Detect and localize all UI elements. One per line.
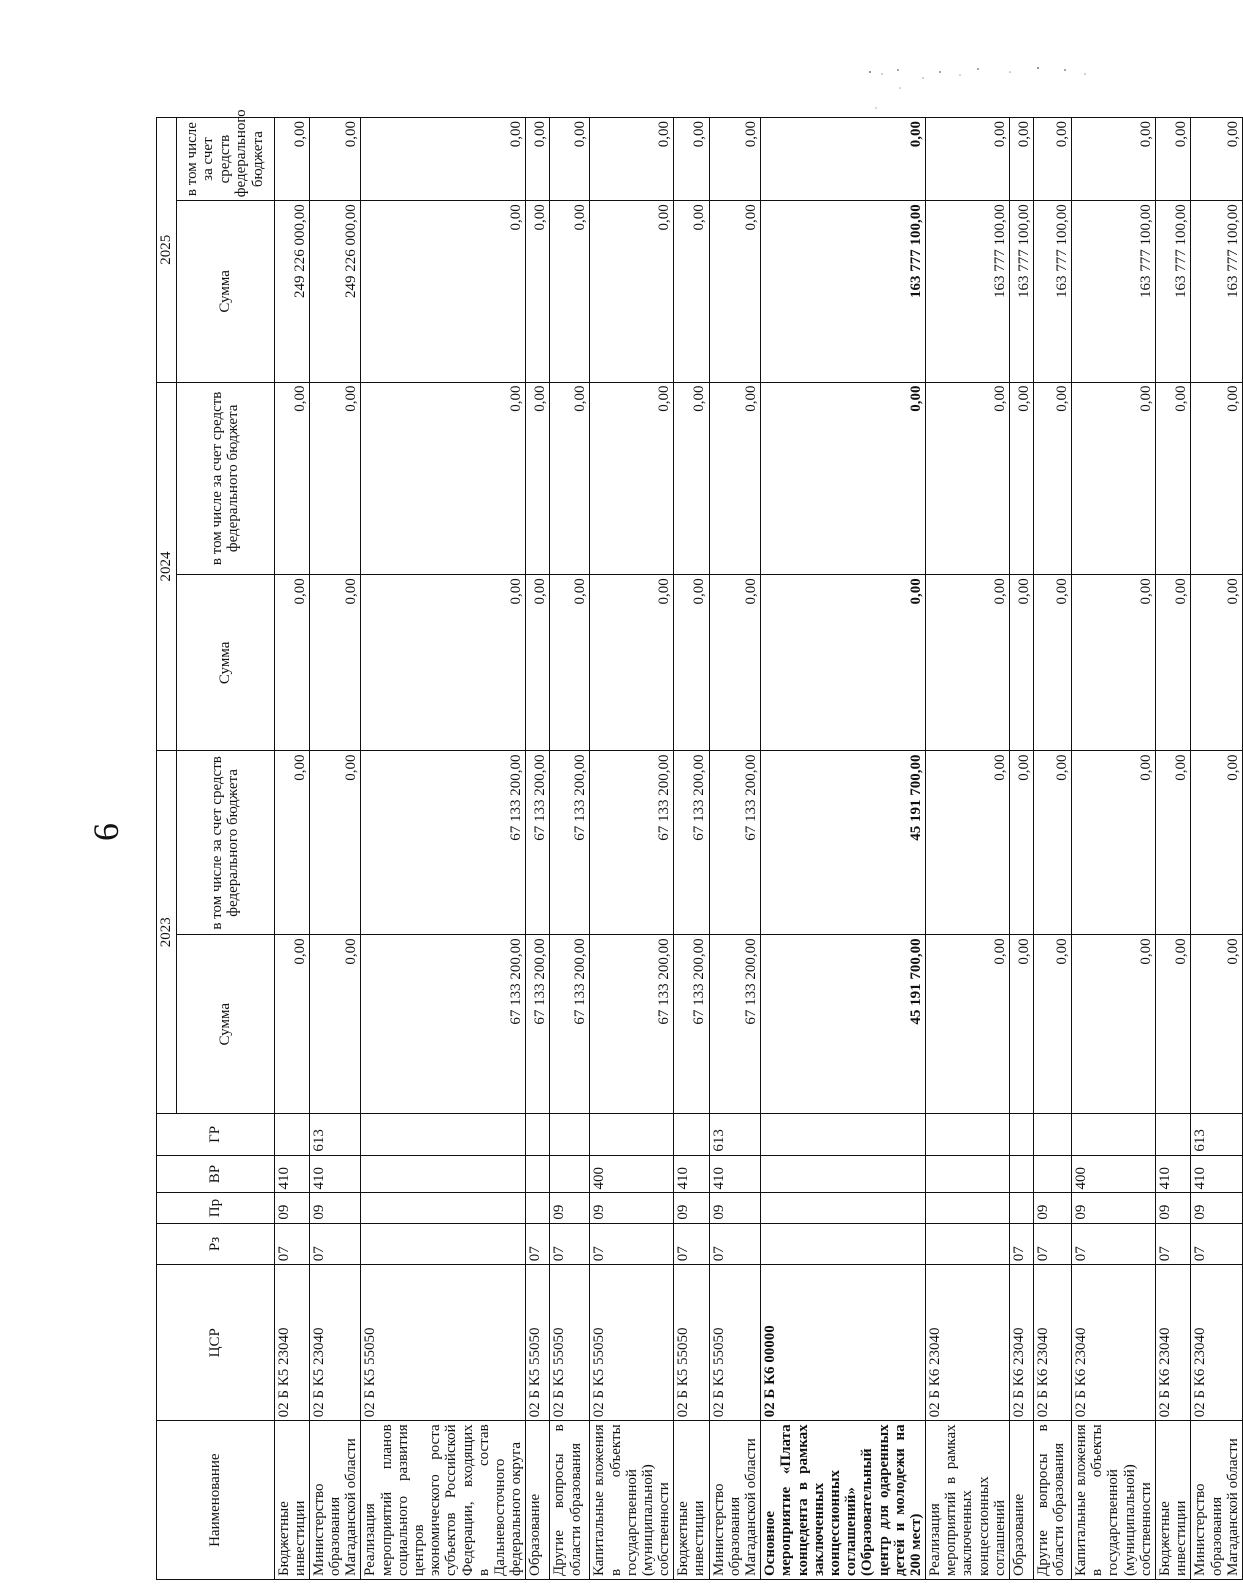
row-csr: 02 Б К5 55050 [674, 1265, 709, 1421]
row-csr: 02 Б К5 23040 [309, 1265, 361, 1421]
row-fed-2023: 67 133 200,00 [550, 751, 590, 935]
row-fed-2025: 0,00 [709, 118, 761, 201]
table-row [709, 118, 761, 1580]
row-sum-2024: 0,00 [1155, 575, 1190, 751]
row-fed-2024: 0,00 [674, 382, 709, 575]
row-pr: 09 [590, 1193, 674, 1223]
header-year-2023: 2023 [157, 751, 177, 1114]
header-sum-2024: Сумма [176, 575, 274, 751]
row-sum-2025: 249 226 000,00 [309, 201, 361, 382]
table-row [926, 118, 1010, 1580]
row-fed-2023: 67 133 200,00 [674, 751, 709, 935]
row-pr [526, 1193, 550, 1223]
row-fed-2025: 0,00 [761, 118, 926, 201]
page-number: 6 [86, 823, 126, 841]
row-sum-2025: 163 777 100,00 [1155, 201, 1190, 382]
row-gr [674, 1114, 709, 1156]
row-name: Капитальные вложения в объекты государственной (муниципальной) собственности [590, 1421, 674, 1580]
row-vr [550, 1155, 590, 1193]
row-rz: 07 [709, 1223, 761, 1265]
row-csr: 02 Б К6 23040 [1072, 1265, 1156, 1421]
row-fed-2023: 0,00 [309, 751, 361, 935]
row-rz [761, 1223, 926, 1265]
row-sum-2023: 45 191 700,00 [761, 935, 926, 1114]
row-sum-2023: 67 133 200,00 [709, 935, 761, 1114]
table-row [361, 118, 526, 1580]
row-pr: 09 [1191, 1193, 1243, 1223]
row-sum-2023: 0,00 [1191, 935, 1243, 1114]
row-fed-2024: 0,00 [309, 382, 361, 575]
row-csr: 02 Б К6 00000 [761, 1265, 926, 1421]
row-rz: 07 [550, 1223, 590, 1265]
row-csr: 02 Б К6 23040 [1155, 1265, 1190, 1421]
row-name: Образование [1010, 1421, 1034, 1580]
row-csr: 02 Б К5 23040 [274, 1265, 309, 1421]
row-fed-2024: 0,00 [1191, 382, 1243, 575]
scan-specks [860, 60, 1100, 120]
row-vr: 410 [709, 1155, 761, 1193]
table-row [1010, 118, 1034, 1580]
row-fed-2024: 0,00 [926, 382, 1010, 575]
table-row [590, 118, 674, 1580]
row-vr [1034, 1155, 1072, 1193]
row-rz: 07 [1191, 1223, 1243, 1265]
row-name: Бюджетные инвестиции [1155, 1421, 1190, 1580]
row-sum-2024: 0,00 [590, 575, 674, 751]
row-vr: 400 [1072, 1155, 1156, 1193]
table-row [761, 118, 926, 1580]
table-row [309, 118, 361, 1580]
row-fed-2023: 67 133 200,00 [361, 751, 526, 935]
header-sum-2023: Сумма [176, 935, 274, 1114]
row-sum-2024: 0,00 [550, 575, 590, 751]
table-row [1155, 118, 1190, 1580]
row-sum-2023: 0,00 [274, 935, 309, 1114]
row-sum-2023: 0,00 [1010, 935, 1034, 1114]
table-body [274, 118, 1242, 1580]
row-vr: 410 [309, 1155, 361, 1193]
row-sum-2025: 163 777 100,00 [1034, 201, 1072, 382]
row-vr: 410 [674, 1155, 709, 1193]
row-sum-2023: 0,00 [1072, 935, 1156, 1114]
row-fed-2023: 0,00 [1034, 751, 1072, 935]
row-rz [361, 1223, 526, 1265]
row-vr: 410 [1155, 1155, 1190, 1193]
row-name: Министерство образования Магаданской области [309, 1421, 361, 1580]
row-fed-2023: 0,00 [1155, 751, 1190, 935]
row-rz [926, 1223, 1010, 1265]
header-fed-2024: в том числе за счет средств федерального бюджета [176, 382, 274, 575]
row-sum-2024: 0,00 [1034, 575, 1072, 751]
row-gr [274, 1114, 309, 1156]
row-pr [761, 1193, 926, 1223]
row-vr [761, 1155, 926, 1193]
row-name: Капитальные вложения в объекты государственной (муниципальной) собственности [1072, 1421, 1156, 1580]
row-gr [761, 1114, 926, 1156]
row-sum-2023: 67 133 200,00 [550, 935, 590, 1114]
row-gr [1155, 1114, 1190, 1156]
row-csr: 02 Б К6 23040 [1191, 1265, 1243, 1421]
row-name: Другие вопросы в области образования [1034, 1421, 1072, 1580]
row-pr [1010, 1193, 1034, 1223]
header-sum-2025: Сумма [176, 201, 274, 382]
row-fed-2025: 0,00 [1034, 118, 1072, 201]
row-fed-2024: 0,00 [550, 382, 590, 575]
row-sum-2024: 0,00 [761, 575, 926, 751]
row-fed-2025: 0,00 [361, 118, 526, 201]
row-gr [1072, 1114, 1156, 1156]
row-sum-2025: 0,00 [361, 201, 526, 382]
row-csr: 02 Б К5 55050 [361, 1265, 526, 1421]
table-row [1191, 118, 1243, 1580]
row-name: Бюджетные инвестиции [674, 1421, 709, 1580]
row-pr: 09 [709, 1193, 761, 1223]
row-pr: 09 [674, 1193, 709, 1223]
row-name: Другие вопросы в области образования [550, 1421, 590, 1580]
row-fed-2023: 0,00 [1191, 751, 1243, 935]
row-name: Министерство образования Магаданской области [1191, 1421, 1243, 1580]
row-fed-2025: 0,00 [926, 118, 1010, 201]
header-name: Наименование [157, 1421, 275, 1580]
row-rz: 07 [309, 1223, 361, 1265]
row-fed-2025: 0,00 [526, 118, 550, 201]
row-fed-2025: 0,00 [1191, 118, 1243, 201]
row-fed-2024: 0,00 [1072, 382, 1156, 575]
row-sum-2025: 0,00 [590, 201, 674, 382]
row-gr [926, 1114, 1010, 1156]
row-rz: 07 [1034, 1223, 1072, 1265]
row-csr: 02 Б К6 23040 [926, 1265, 1010, 1421]
row-fed-2024: 0,00 [274, 382, 309, 575]
row-rz: 07 [274, 1223, 309, 1265]
row-fed-2025: 0,00 [674, 118, 709, 201]
row-sum-2024: 0,00 [674, 575, 709, 751]
row-fed-2023: 0,00 [1010, 751, 1034, 935]
row-pr: 09 [1072, 1193, 1156, 1223]
row-rz: 07 [1072, 1223, 1156, 1265]
row-sum-2024: 0,00 [926, 575, 1010, 751]
row-fed-2023: 45 191 700,00 [761, 751, 926, 935]
row-vr [1010, 1155, 1034, 1193]
row-csr: 02 Б К6 23040 [1010, 1265, 1034, 1421]
row-csr: 02 Б К5 55050 [550, 1265, 590, 1421]
row-fed-2023: 0,00 [1072, 751, 1156, 935]
row-sum-2025: 249 226 000,00 [274, 201, 309, 382]
row-fed-2025: 0,00 [590, 118, 674, 201]
table-row [674, 118, 709, 1580]
row-fed-2024: 0,00 [526, 382, 550, 575]
header-year-2024: 2024 [157, 382, 177, 751]
row-gr: 613 [309, 1114, 361, 1156]
row-vr: 410 [274, 1155, 309, 1193]
table-row [1034, 118, 1072, 1580]
row-gr: 613 [1191, 1114, 1243, 1156]
row-gr: 613 [709, 1114, 761, 1156]
row-pr: 09 [1155, 1193, 1190, 1223]
row-sum-2025: 163 777 100,00 [926, 201, 1010, 382]
row-sum-2024: 0,00 [1010, 575, 1034, 751]
row-pr: 09 [1034, 1193, 1072, 1223]
row-name: Основное мероприятие «Плата концедента в рамках заключенных концессионных соглашений» (Образовательный центр для одаренных детей и молодежи на 200 мест) [761, 1421, 926, 1580]
row-sum-2024: 0,00 [526, 575, 550, 751]
row-sum-2024: 0,00 [1191, 575, 1243, 751]
row-vr [526, 1155, 550, 1193]
row-name: Реализация мероприятий планов социального развития центров экономического роста субъектов Российской Федерации, входящих в состав Дальневосточного федерального округа [361, 1421, 526, 1580]
table-row [526, 118, 550, 1580]
row-sum-2024: 0,00 [1072, 575, 1156, 751]
row-fed-2024: 0,00 [1034, 382, 1072, 575]
row-gr [590, 1114, 674, 1156]
row-sum-2023: 67 133 200,00 [361, 935, 526, 1114]
row-rz: 07 [1010, 1223, 1034, 1265]
row-name: Образование [526, 1421, 550, 1580]
row-gr [550, 1114, 590, 1156]
header-rz: Рз [157, 1223, 275, 1265]
row-pr: 09 [309, 1193, 361, 1223]
row-vr: 410 [1191, 1155, 1243, 1193]
row-pr: 09 [550, 1193, 590, 1223]
row-fed-2024: 0,00 [709, 382, 761, 575]
row-fed-2023: 0,00 [926, 751, 1010, 935]
row-rz: 07 [590, 1223, 674, 1265]
row-name: Министерство образования Магаданской области [709, 1421, 761, 1580]
row-fed-2023: 0,00 [274, 751, 309, 935]
row-sum-2023: 0,00 [1155, 935, 1190, 1114]
row-rz: 07 [526, 1223, 550, 1265]
row-fed-2025: 0,00 [1010, 118, 1034, 201]
row-gr [1010, 1114, 1034, 1156]
row-sum-2025: 163 777 100,00 [1010, 201, 1034, 382]
row-fed-2024: 0,00 [590, 382, 674, 575]
row-sum-2023: 67 133 200,00 [674, 935, 709, 1114]
row-fed-2023: 67 133 200,00 [709, 751, 761, 935]
row-gr [1034, 1114, 1072, 1156]
row-sum-2023: 67 133 200,00 [590, 935, 674, 1114]
row-sum-2025: 0,00 [550, 201, 590, 382]
row-rz: 07 [674, 1223, 709, 1265]
row-sum-2023: 0,00 [926, 935, 1010, 1114]
table-row [1072, 118, 1156, 1580]
rotated-table-wrapper [156, 109, 1241, 1580]
row-vr [361, 1155, 526, 1193]
row-fed-2024: 0,00 [761, 382, 926, 575]
row-fed-2024: 0,00 [361, 382, 526, 575]
row-vr [926, 1155, 1010, 1193]
row-name: Бюджетные инвестиции [274, 1421, 309, 1580]
header-fed-2023: в том числе за счет средств федерального бюджета [176, 751, 274, 935]
row-sum-2025: 0,00 [709, 201, 761, 382]
row-fed-2023: 67 133 200,00 [590, 751, 674, 935]
row-sum-2023: 0,00 [309, 935, 361, 1114]
row-sum-2023: 67 133 200,00 [526, 935, 550, 1114]
table-row [550, 118, 590, 1580]
row-sum-2025: 163 777 100,00 [1191, 201, 1243, 382]
row-sum-2024: 0,00 [709, 575, 761, 751]
header-year-2025: 2025 [157, 118, 177, 383]
row-sum-2025: 163 777 100,00 [1072, 201, 1156, 382]
row-pr [361, 1193, 526, 1223]
header-pr: Пр [157, 1193, 275, 1223]
table-row [274, 118, 309, 1580]
row-csr: 02 Б К5 55050 [526, 1265, 550, 1421]
row-csr: 02 Б К5 55050 [590, 1265, 674, 1421]
row-sum-2025: 0,00 [674, 201, 709, 382]
row-fed-2024: 0,00 [1155, 382, 1190, 575]
header-fed-2025: в том числе за счет средств федерального бюджета [176, 118, 274, 201]
row-sum-2024: 0,00 [361, 575, 526, 751]
header-vr: ВР [157, 1155, 275, 1193]
row-csr: 02 Б К6 23040 [1034, 1265, 1072, 1421]
row-fed-2025: 0,00 [274, 118, 309, 201]
row-fed-2025: 0,00 [550, 118, 590, 201]
row-fed-2023: 67 133 200,00 [526, 751, 550, 935]
header-gr: ГР [157, 1114, 275, 1156]
row-sum-2025: 0,00 [526, 201, 550, 382]
header-csr: ЦСР [157, 1265, 275, 1421]
row-sum-2023: 0,00 [1034, 935, 1072, 1114]
row-name: Реализация мероприятий в рамках заключенных концессионных соглашений [926, 1421, 1010, 1580]
row-sum-2025: 163 777 100,00 [761, 201, 926, 382]
row-fed-2024: 0,00 [1010, 382, 1034, 575]
row-pr: 09 [274, 1193, 309, 1223]
row-gr [361, 1114, 526, 1156]
budget-table [156, 109, 1243, 1580]
row-vr: 400 [590, 1155, 674, 1193]
row-csr: 02 Б К5 55050 [709, 1265, 761, 1421]
row-fed-2025: 0,00 [309, 118, 361, 201]
row-sum-2024: 0,00 [309, 575, 361, 751]
row-fed-2025: 0,00 [1072, 118, 1156, 201]
row-rz: 07 [1155, 1223, 1190, 1265]
row-pr [926, 1193, 1010, 1223]
row-fed-2025: 0,00 [1155, 118, 1190, 201]
row-gr [526, 1114, 550, 1156]
row-sum-2024: 0,00 [274, 575, 309, 751]
